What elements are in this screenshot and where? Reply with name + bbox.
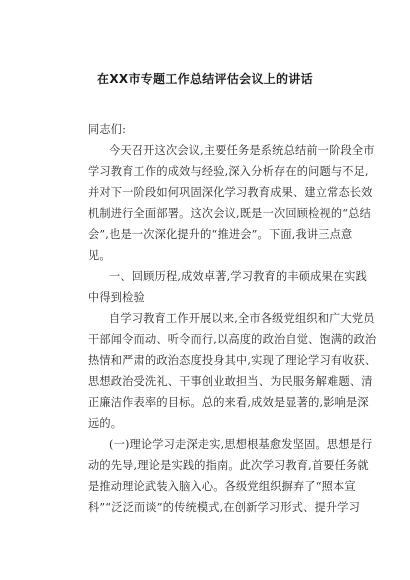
paragraph-line: 机制进行全面部署。这次会议,既是一次回顾检视的“总结	[88, 207, 371, 220]
paragraph-line: 正廉洁作表率的目标。总的来看,成效是显著的,影响是深	[88, 396, 369, 409]
paragraph-line: 动的先导,理论是实践的指南。此次学习教育,首要任务就	[88, 459, 369, 472]
section-heading-line: 一、回顾历程,成效卓著,学习教育的丰硕成果在实践	[109, 270, 368, 283]
paragraph-line: 思想政治受洗礼、干事创业敢担当、为民服务解难题、清	[88, 375, 373, 388]
section-heading-line: 中得到检验	[88, 291, 145, 304]
paragraph-line: 并对下一阶段如何巩固深化学习教育成果、建立常态长效	[88, 186, 373, 199]
paragraph-line: 干部闻令而动、听令而行,以高度的政治自觉、饱满的政治	[88, 333, 377, 346]
paragraph-line: 学习教育工作的成效与经验,深入分析存在的问题与不足,	[88, 165, 369, 178]
paragraph-line: 今天召开这次会议,主要任务是系统总结前一阶段全市	[109, 144, 375, 157]
paragraph-line: 见。	[88, 249, 111, 262]
salutation: 同志们:	[88, 123, 127, 136]
document-title: 在XX市专题工作总结评估会议上的讲话	[97, 72, 313, 86]
subsection-line: (一)理论学习走深走实,思想根基愈发坚固。思想是行	[109, 438, 373, 451]
paragraph-line: 自学习教育工作开展以来,全市各级党组织和广大党员	[109, 312, 375, 325]
paragraph-line: 热情和严肃的政治态度投身其中,实现了理论学习有收获、	[88, 354, 377, 367]
paragraph-line: 是推动理论武装入脑入心。各级党组织摒弃了“照本宣	[88, 480, 356, 493]
paragraph-line: 会”,也是一次深化提升的“推进会”。下面,我讲三点意	[88, 228, 353, 241]
paragraph-line: 科”“泛泛而谈”的传统模式,在创新学习形式、提升学习	[88, 501, 361, 514]
paragraph-line: 远的。	[88, 417, 123, 430]
